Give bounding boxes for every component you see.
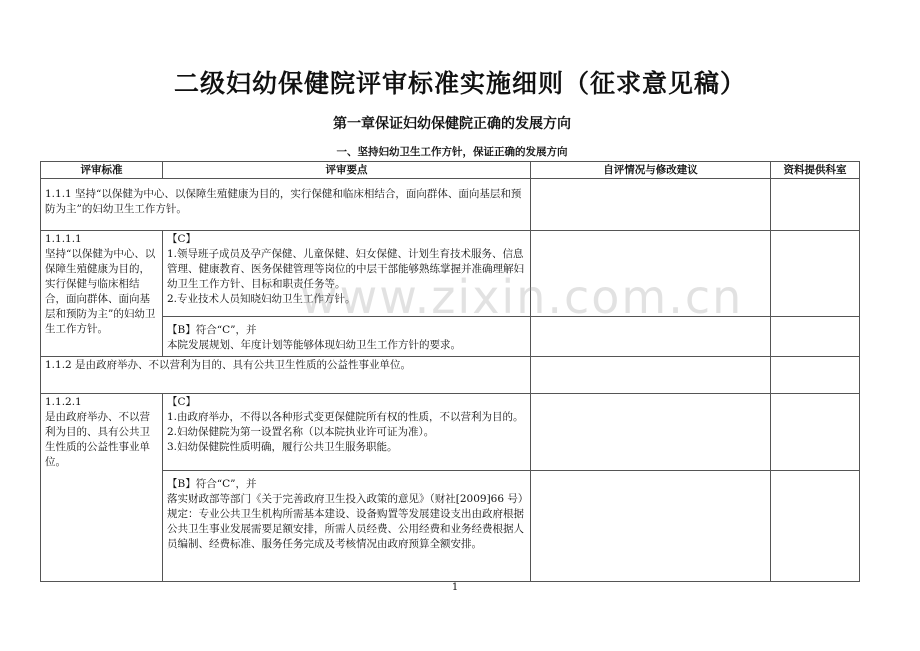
level-c-tag: 【C】 (167, 233, 197, 245)
header-dept: 资料提供科室 (771, 162, 860, 179)
table-row (41, 317, 860, 357)
header-key-points: 评审要点 (163, 162, 531, 179)
standard-1-1-2: 1.1.2 是由政府举办、不以营利为目的、具有公共卫生性质的公益性事业单位。 (41, 357, 531, 394)
key-points-c (163, 394, 531, 471)
table-row (41, 179, 860, 231)
self-eval-cell[interactable] (531, 231, 771, 317)
header-standard: 评审标准 (41, 162, 163, 179)
standards-table (40, 161, 860, 582)
table-row (41, 231, 860, 317)
standard-code: 1.1.2.1 (45, 396, 82, 408)
requirement-item: 落实财政部等部门《关于完善政府卫生投入政策的意见》（财社[2009]66 号）规定：专业公共卫生机构所需基本建设、设备购置等发展建设支出由政府根据公共卫生事业发展需要足额安排，所需人员经费、公用经费和业务经费根据人员编制、经费标准、服务任务完成及考核情况由政府预算全额安排。 (167, 493, 524, 550)
level-b-tag: 【B】符合“C”，并 (167, 478, 257, 490)
table-row (41, 394, 860, 471)
page-number: 1 (451, 582, 459, 593)
requirement-item: 2.专业技术人员知晓妇幼卫生工作方针。 (167, 293, 356, 305)
document-title: 二级妇幼保健院评审标准实施细则（征求意见稿） (173, 69, 746, 98)
self-eval-cell[interactable] (531, 471, 771, 582)
watermark: www.zixin.com.cn (300, 270, 744, 324)
standard-1-1-1-1 (41, 231, 163, 357)
dept-cell[interactable] (771, 357, 860, 394)
table-row (41, 357, 860, 394)
standard-text: 坚持“以保健为中心、以保障生殖健康为目的，实行保健与临床相结合，面向群体、面向基层和预防为主”的妇幼卫生工作方针。 (45, 248, 156, 335)
requirement-item: 本院发展规划、年度计划等能够体现妇幼卫生工作方针的要求。 (167, 339, 461, 351)
self-eval-cell[interactable] (531, 317, 771, 357)
section-heading: 一、坚持妇幼卫生工作方针，保证正确的发展方向 (336, 146, 568, 158)
standard-code: 1.1.1.1 (45, 233, 82, 245)
standard-1-1-1: 1.1.1 坚持“以保健为中心、以保障生殖健康为目的，实行保健和临床相结合，面向群体、面向基层和预防为主”的妇幼卫生工作方针。 (41, 179, 531, 231)
key-points-b (163, 471, 531, 582)
key-points-c (163, 231, 531, 317)
standard-text: 是由政府举办、不以营利为目的、具有公共卫生性质的公益性事业单位。 (45, 411, 150, 468)
table-row (41, 471, 860, 582)
self-eval-cell[interactable] (531, 394, 771, 471)
requirement-item: 3.妇幼保健院性质明确，履行公共卫生服务职能。 (167, 441, 398, 453)
requirement-item: 1.领导班子成员及孕产保健、儿童保健、妇女保健、计划生育技术服务、信息管理、健康教育、医务保健管理等岗位的中层干部能够熟练掌握并准确理解妇幼卫生工作方针、目标和职责任务等。 (167, 248, 524, 290)
requirement-item: 1.由政府举办，不得以各种形式变更保健院所有权的性质，不以营利为目的。 (167, 411, 524, 423)
dept-cell[interactable] (771, 317, 860, 357)
dept-cell[interactable] (771, 394, 860, 471)
dept-cell[interactable] (771, 179, 860, 231)
chapter-heading: 第一章保证妇幼保健院正确的发展方向 (333, 116, 571, 132)
key-points-b (163, 317, 531, 357)
level-c-tag: 【C】 (167, 396, 197, 408)
dept-cell[interactable] (771, 231, 860, 317)
self-eval-cell[interactable] (531, 179, 771, 231)
header-self-evaluation: 自评情况与修改建议 (531, 162, 771, 179)
requirement-item: 2.妇幼保健院为第一设置名称（以本院执业许可证为准）。 (167, 426, 435, 438)
standard-1-1-2-1 (41, 394, 163, 582)
level-b-tag: 【B】符合“C”，并 (167, 324, 257, 336)
self-eval-cell[interactable] (531, 357, 771, 394)
dept-cell[interactable] (771, 471, 860, 582)
table-header-row (41, 162, 860, 179)
